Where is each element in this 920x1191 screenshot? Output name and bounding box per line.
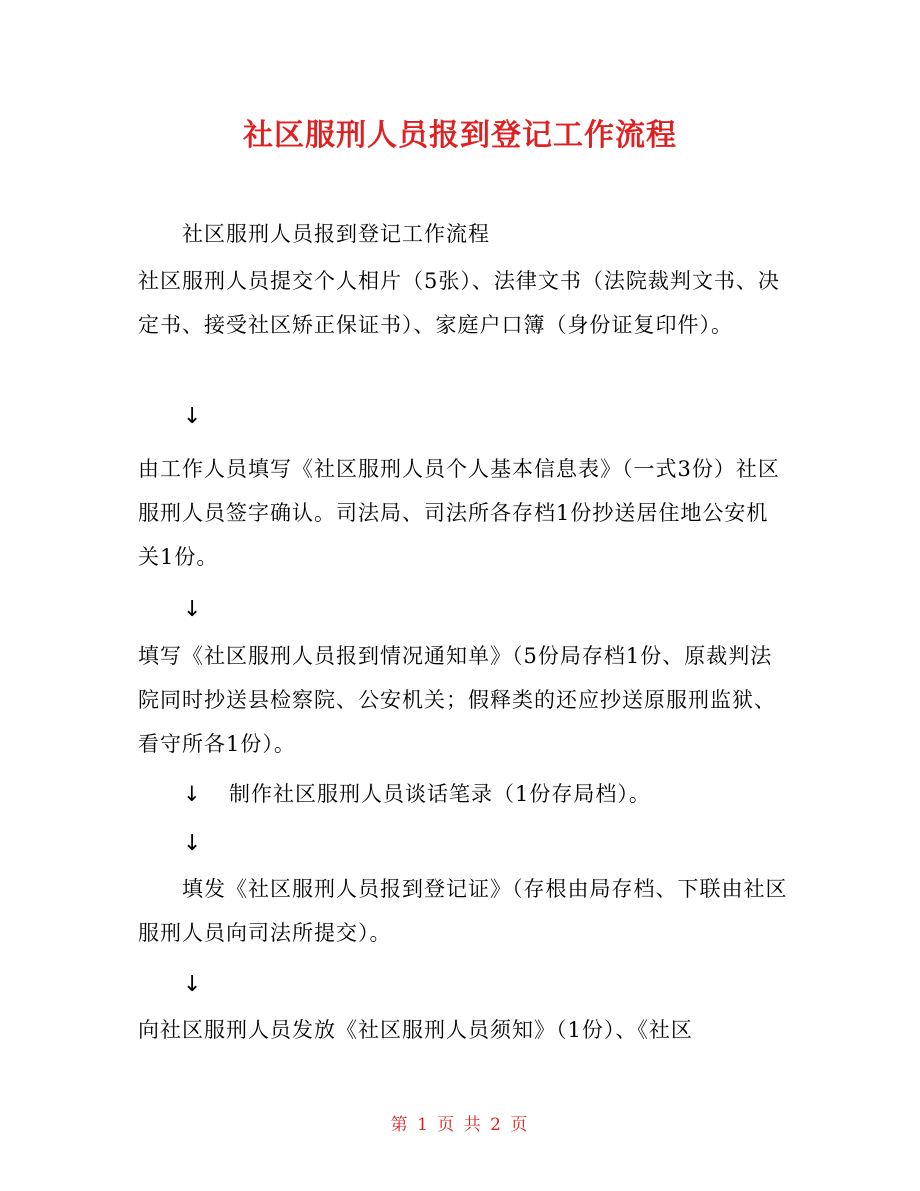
flow-arrow-4: ↓	[183, 831, 202, 856]
flow-arrow-1: ↓	[183, 404, 202, 429]
step-1-text: 社区服刑人员提交个人相片（5张）、法律文书（法院裁判文书、决定书、接受社区矫正保证书）、家庭户口簿（身份证复印件）。	[138, 269, 780, 337]
step-4-line	[183, 774, 783, 814]
step-6-text: 向社区服刑人员发放《社区服刑人员须知》（1份）、《社区	[138, 1018, 693, 1042]
step-2-text: 由工作人员填写《社区服刑人员个人基本信息表》（一式3份）社区服刑人员签字确认。司法局、司法所各存档1份抄送居住地公安机关1份。	[138, 457, 780, 569]
step-5-text: 填发《社区服刑人员报到登记证》（存根由局存档、下联由社区服刑人员向司法所提交）。	[138, 877, 788, 945]
flow-arrow-3: ↓	[183, 782, 202, 806]
step-4-text: 制作社区服刑人员谈话笔录（1份存局档）。	[229, 782, 651, 806]
flow-arrow-2: ↓	[183, 597, 202, 622]
page-number-footer: 第 1 页 共 2 页	[390, 1115, 530, 1135]
document-subtitle: 社区服刑人员报到登记工作流程	[182, 222, 490, 246]
flow-arrow-5: ↓	[183, 972, 202, 997]
step-3-text: 填写《社区服刑人员报到情况通知单》（5份局存档1份、原裁判法院同时抄送县检察院、公安机关；假释类的还应抄送原服刑监狱、看守所各1份）。	[138, 644, 776, 756]
document-title: 社区服刑人员报到登记工作流程	[243, 118, 677, 153]
